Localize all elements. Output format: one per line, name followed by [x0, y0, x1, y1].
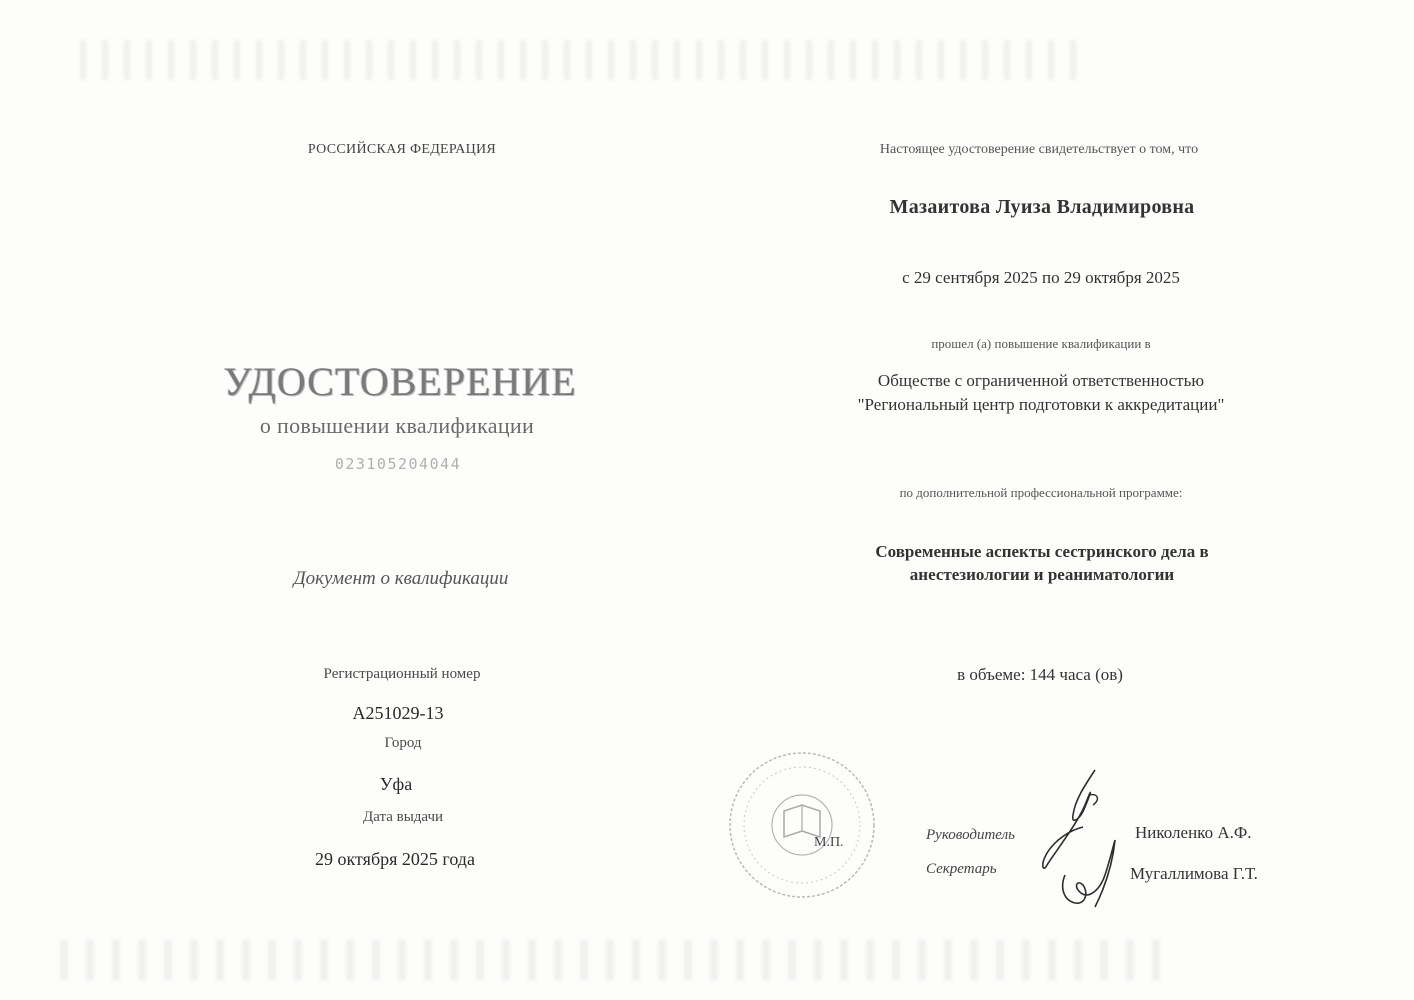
- head-role-label: Руководитель: [926, 827, 1015, 843]
- holder-name: Мазаитова Луиза Владимировна: [889, 196, 1195, 218]
- secretary-name: Мугаллимова Г.Т.: [1130, 864, 1258, 883]
- scan-noise-bottom: [60, 940, 1160, 980]
- secretary-role-label: Секретарь: [926, 861, 997, 877]
- city-label: Город: [384, 735, 422, 751]
- serial-number: 023105204044: [334, 455, 462, 473]
- passed-training-text: прошел (а) повышение квалификации в: [931, 336, 1151, 351]
- stamp-label: М.П.: [814, 835, 844, 850]
- organization-line-1: Обществе с ограниченной ответственностью: [877, 371, 1205, 390]
- secretary-signature: [1055, 835, 1125, 910]
- registration-label: Регистрационный номер: [323, 666, 481, 682]
- training-period: с 29 сентября 2025 по 29 октября 2025: [902, 268, 1180, 287]
- seal-stamp: [722, 745, 882, 905]
- country-name: РОССИЙСКАЯ ФЕДЕРАЦИЯ: [307, 142, 497, 157]
- document-type: Документ о квалификации: [293, 568, 509, 589]
- program-title-line-1: Современные аспекты сестринского дела в: [875, 542, 1209, 561]
- city-value: Уфа: [379, 774, 413, 794]
- head-name: Николенко А.Ф.: [1135, 823, 1252, 842]
- registration-number: А251029-13: [352, 703, 444, 723]
- certificate-title: УДОСТОВЕРЕНИЕ: [223, 359, 577, 404]
- training-hours: в объеме: 144 часа (ов): [957, 665, 1123, 684]
- issue-date-label: Дата выдачи: [362, 809, 444, 825]
- issue-date: 29 октября 2025 года: [315, 849, 475, 869]
- program-title-line-2: анестезиологии и реаниматологии: [909, 565, 1175, 584]
- certificate-subtitle: о повышении квалификации: [259, 413, 535, 438]
- scan-noise-top: [80, 40, 1080, 80]
- certificate-intro: Настоящее удостоверение свидетельствует о том, что: [879, 142, 1199, 157]
- program-intro: по дополнительной профессиональной программе:: [899, 485, 1183, 500]
- organization-line-2: "Региональный центр подготовки к аккредитации": [857, 395, 1225, 414]
